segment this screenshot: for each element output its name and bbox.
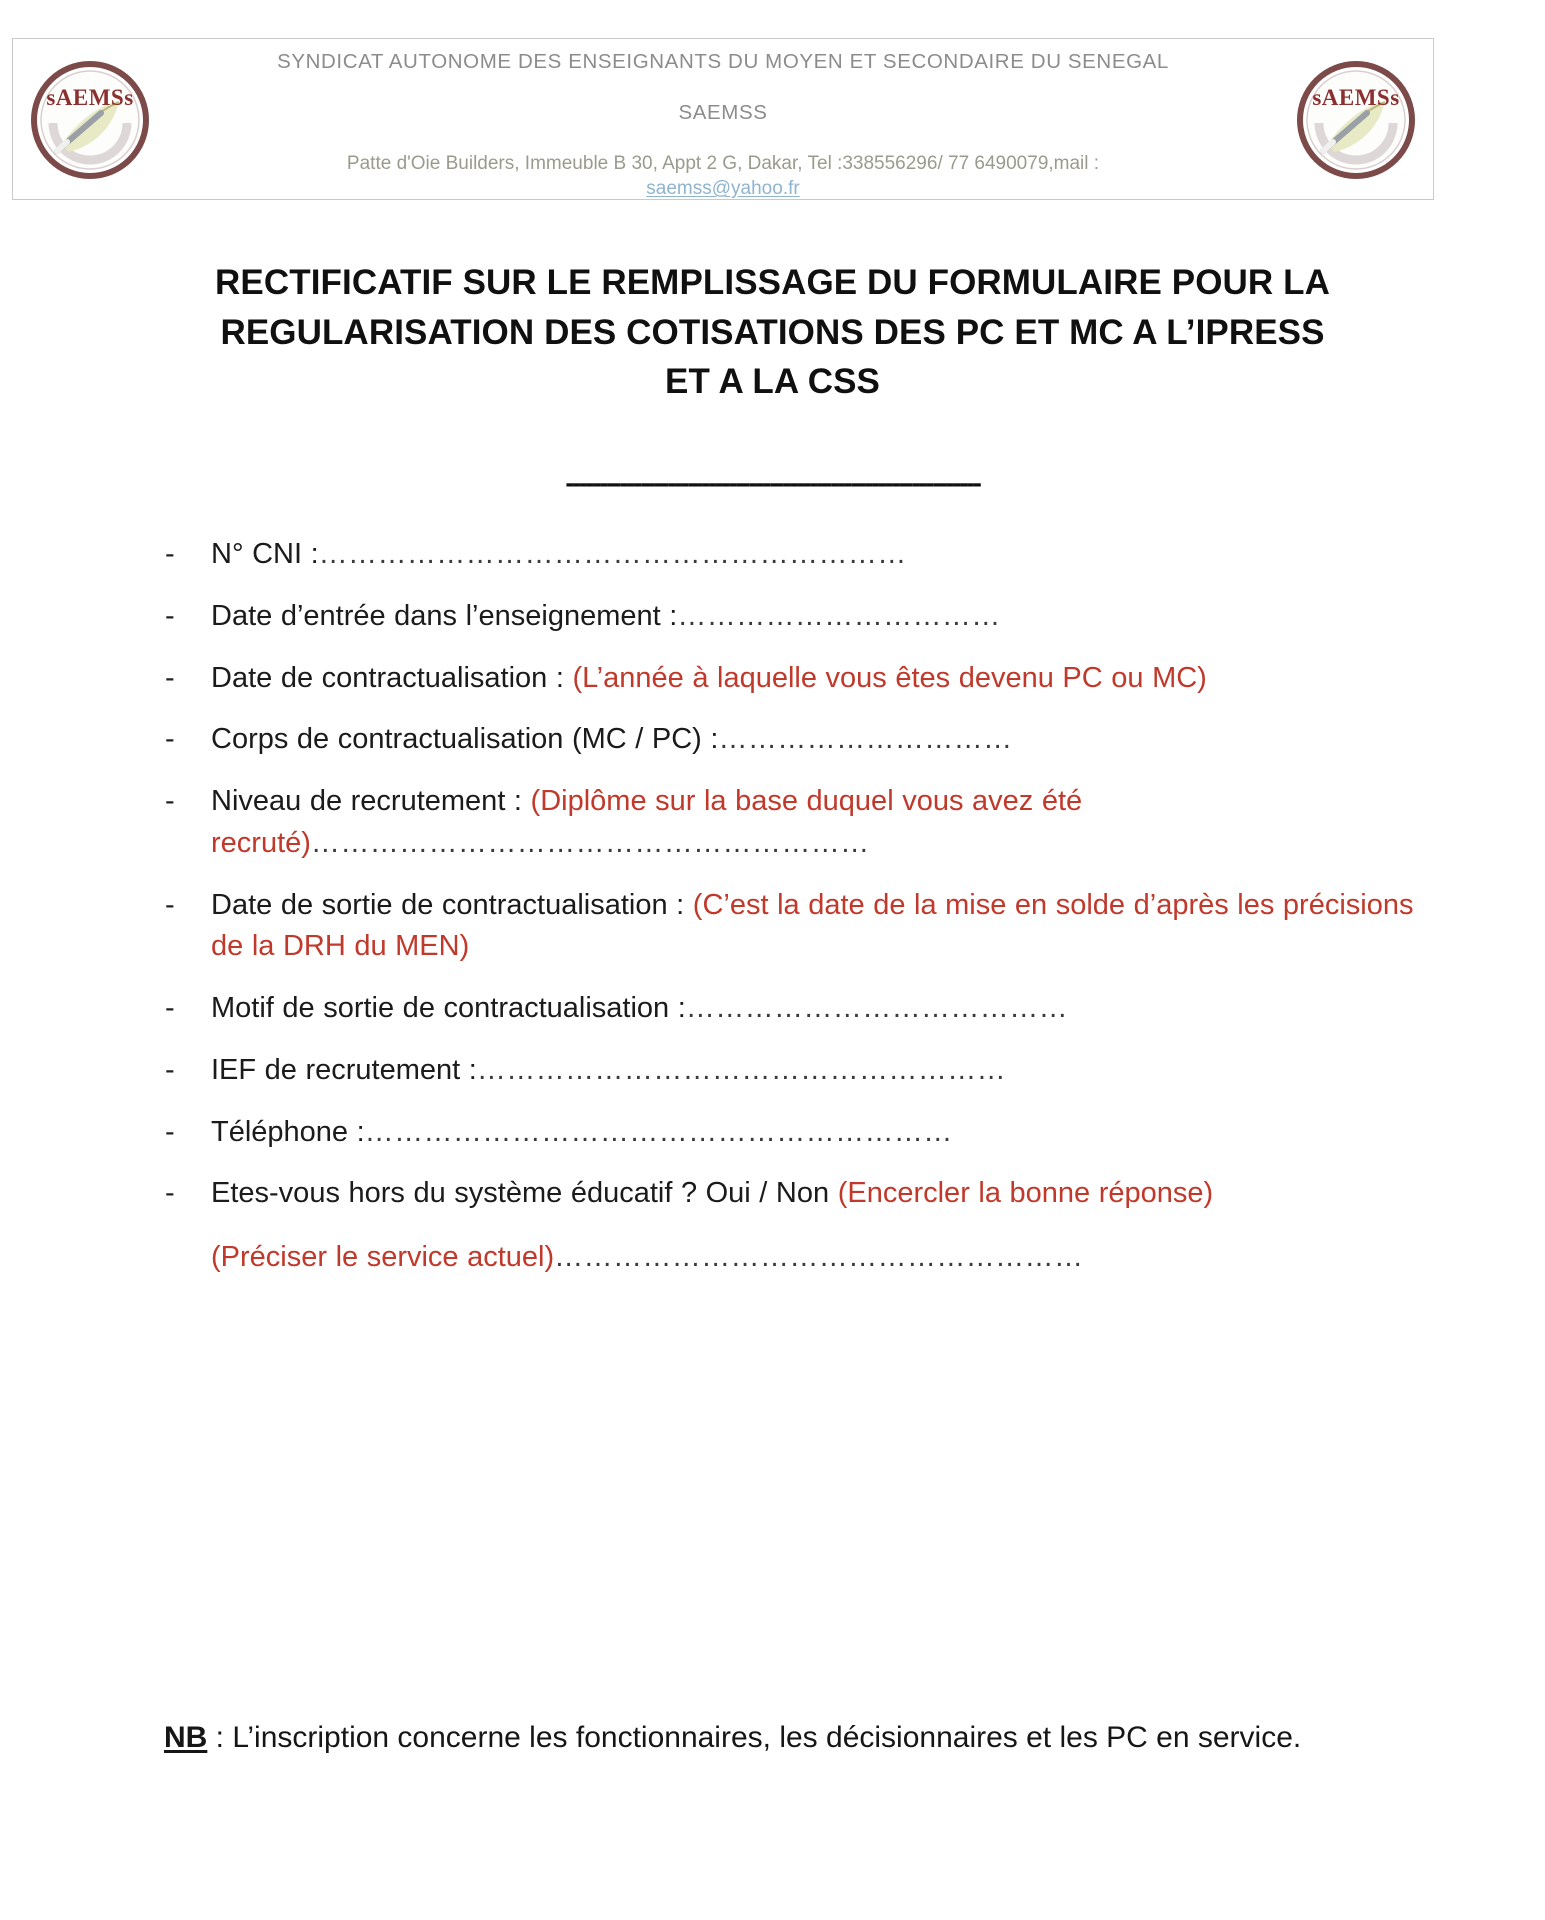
- list-item: [165, 1173, 1415, 1279]
- list-item: [165, 596, 1415, 638]
- field-label: Etes-vous hors du système éducatif ? Oui / Non: [211, 1177, 830, 1210]
- field-niveau-recrutement: [211, 781, 1415, 865]
- field-label: IEF de recrutement :: [211, 1053, 477, 1086]
- document-title-line-2: REGULARISATION DES COTISATIONS DES PC ET MC A L’IPRESS: [220, 312, 1325, 352]
- dot-leader[interactable]: ……………………………………………………: [364, 1115, 953, 1148]
- saemss-logo-left: [27, 57, 153, 183]
- list-item: [165, 534, 1415, 576]
- field-label: Niveau de recrutement :: [211, 785, 522, 817]
- nb-label: NB: [164, 1721, 208, 1754]
- list-marker: -: [165, 538, 175, 570]
- organization-address: Patte d'Oie Builders, Immeuble B 30, Appt 2 G, Dakar, Tel :338556296/ 77 6490079,mail :: [346, 153, 1100, 174]
- organization-acronym: SAEMSS: [678, 101, 768, 124]
- title-separator-rule: -------------------------------------------------------------: [565, 468, 980, 498]
- document-title: [140, 258, 1405, 407]
- list-marker: -: [165, 1053, 175, 1086]
- list-item: [165, 1050, 1415, 1092]
- list-marker: -: [165, 888, 175, 921]
- field-motif-sortie: [211, 988, 1415, 1030]
- list-marker: -: [165, 992, 175, 1024]
- field-label: Corps de contractualisation (MC / PC) :: [211, 723, 719, 756]
- field-label: Date d’entrée dans l’enseignement :: [211, 599, 678, 632]
- organization-full-name: SYNDICAT AUTONOME DES ENSEIGNANTS DU MOYEN ET SECONDAIRE DU SENEGAL: [277, 50, 1169, 73]
- field-telephone: [211, 1112, 1415, 1154]
- list-item: [165, 658, 1415, 700]
- letterhead-text-block: [163, 39, 1283, 199]
- field-note: (L’année à laquelle vous êtes devenu PC ou MC): [572, 661, 1207, 694]
- field-note: (Diplôme sur la base duquel vous avez été recruté): [211, 785, 1083, 859]
- organization-email-link[interactable]: saemss@yahoo.fr: [646, 178, 800, 199]
- document-title-line-3: ET A LA CSS: [665, 362, 880, 402]
- list-marker: -: [165, 661, 175, 694]
- dot-leader[interactable]: ………………………………………………: [476, 1053, 1007, 1086]
- field-date-contractualisation: [211, 658, 1415, 700]
- form-field-list: [165, 534, 1415, 1299]
- list-item: [165, 1112, 1415, 1154]
- dot-leader[interactable]: …………………………………: [685, 992, 1069, 1024]
- nb-footer-note: [128, 1715, 1438, 1760]
- document-title-line-1: RECTIFICATIF SUR LE REMPLISSAGE DU FORMULAIRE POUR LA: [215, 263, 1330, 302]
- field-hors-systeme-educatif: [211, 1173, 1415, 1279]
- letterhead-box: [12, 38, 1434, 200]
- field-label: Date de sortie de contractualisation :: [211, 888, 685, 921]
- field-date-entree: [211, 596, 1415, 638]
- dot-leader[interactable]: …………………………: [718, 723, 1013, 756]
- list-item: [165, 781, 1415, 865]
- list-marker: -: [165, 1115, 175, 1148]
- field-label: Date de contractualisation :: [211, 661, 564, 694]
- nb-text: : L’inscription concerne les fonctionnaires, les décisionnaires et les PC en service.: [207, 1721, 1302, 1754]
- dot-leader[interactable]: ……………………………………………………: [318, 538, 907, 570]
- list-marker: -: [165, 599, 175, 632]
- dot-leader[interactable]: ……………………………: [677, 599, 1001, 632]
- svg-text:sAEMSs: sAEMSs: [1312, 85, 1400, 110]
- field-label: N° CNI :: [211, 538, 319, 570]
- field-cni: [211, 534, 1415, 576]
- field-note: (Encercler la bonne réponse): [837, 1177, 1214, 1210]
- dot-leader[interactable]: ………………………………………………: [554, 1241, 1084, 1273]
- list-item: [165, 719, 1415, 761]
- list-marker: -: [165, 1177, 175, 1210]
- list-marker: -: [165, 723, 175, 756]
- field-label: Téléphone :: [211, 1115, 365, 1148]
- field-note-secondary: (Préciser le service actuel): [211, 1241, 555, 1273]
- dot-leader[interactable]: …………………………………………………: [310, 826, 870, 859]
- list-item: [165, 885, 1415, 969]
- list-item: [165, 988, 1415, 1030]
- field-date-sortie-contractualisation: [211, 885, 1415, 969]
- field-corps-contractualisation: [211, 719, 1415, 761]
- saemss-logo-right: [1293, 57, 1419, 183]
- field-ief-recrutement: [211, 1050, 1415, 1092]
- list-marker: -: [165, 785, 175, 817]
- svg-text:sAEMSs: sAEMSs: [46, 85, 134, 110]
- field-label: Motif de sortie de contractualisation :: [211, 992, 686, 1024]
- field-note: (C’est la date de la mise en solde d’après les précisions de la DRH du MEN): [211, 888, 1414, 963]
